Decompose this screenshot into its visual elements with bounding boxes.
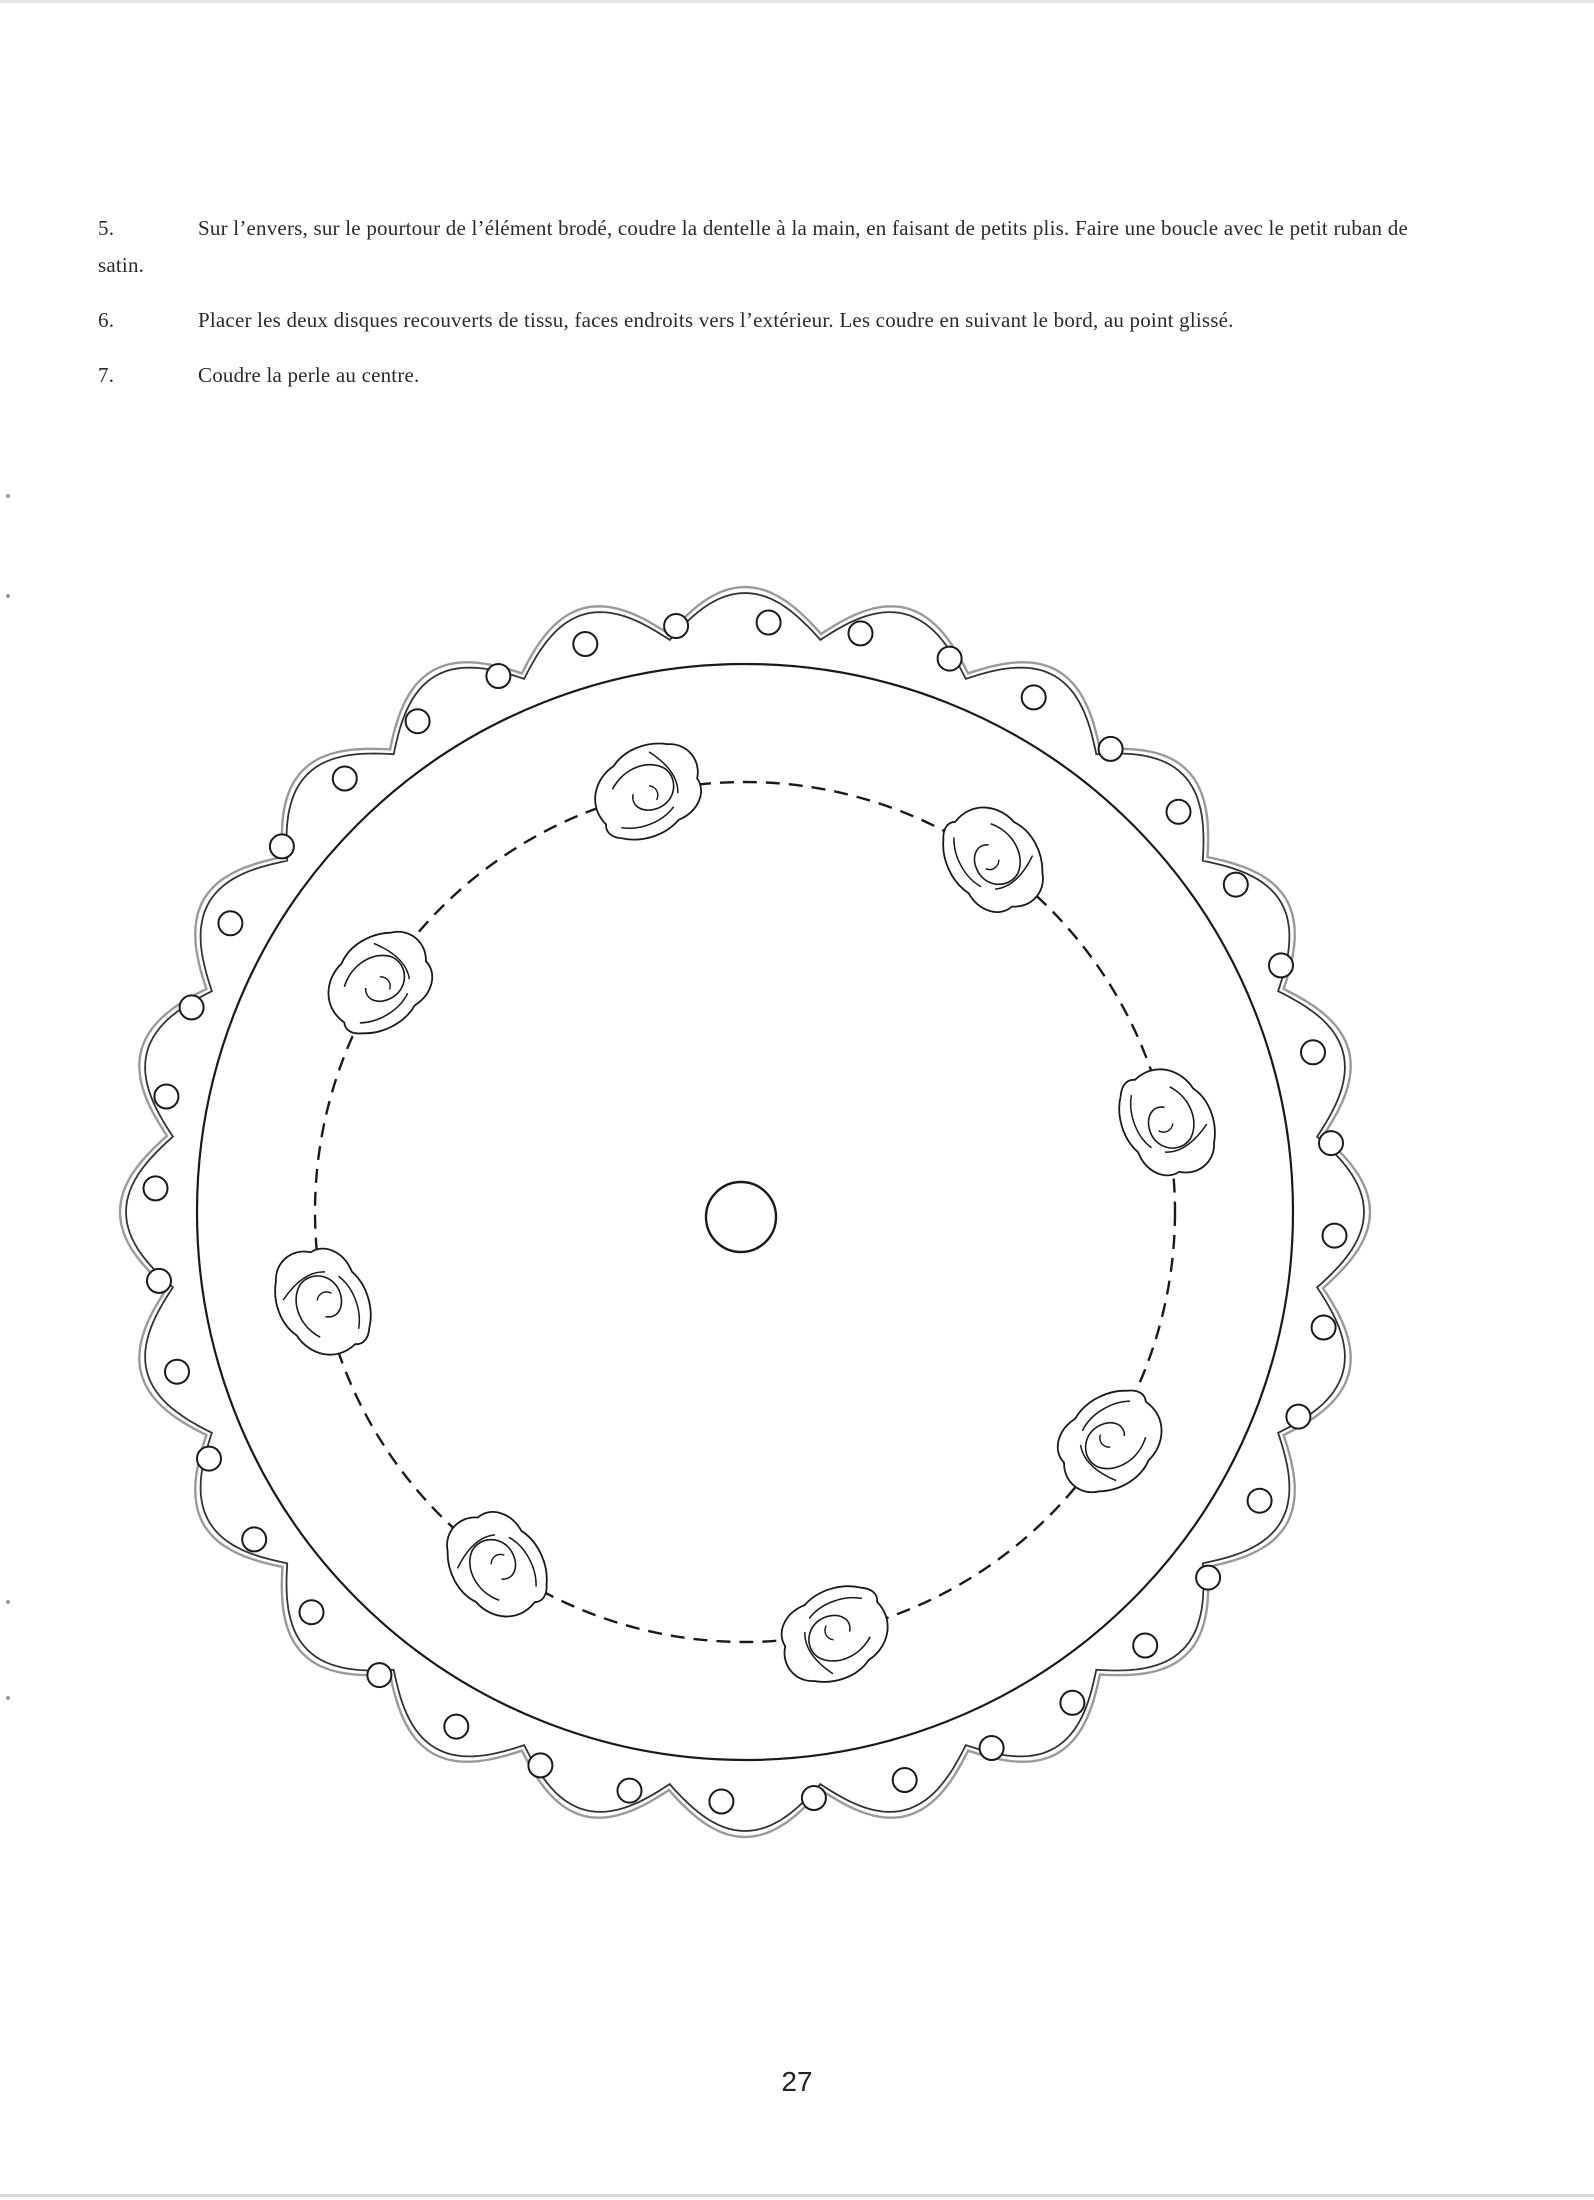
rose-outline — [579, 726, 718, 855]
eyelet-hole — [180, 995, 204, 1019]
eyelet-hole — [618, 1779, 642, 1803]
step-text: Sur l’envers, sur le pourtour de l’élément brodé, coudre la dentelle à la main, en faisant de petits plis. Faire une boucle avec le petit ruban de satin. — [98, 216, 1408, 277]
scan-mark — [6, 594, 10, 598]
rose — [428, 1494, 563, 1635]
center-bead — [706, 1182, 776, 1252]
eyelet-hole — [802, 1786, 826, 1810]
eyelet-hole — [1323, 1224, 1347, 1248]
eyelet-hole — [757, 611, 781, 635]
eyelet-hole — [165, 1360, 189, 1384]
page-number: 27 — [781, 2066, 813, 2097]
rose-outline — [428, 1494, 563, 1635]
rose-outline — [927, 789, 1062, 930]
step-number: 7. — [98, 363, 115, 387]
eyelet-hole — [1248, 1489, 1272, 1513]
eyelet-hole — [893, 1768, 917, 1792]
eyelet-hole — [333, 767, 357, 791]
eyelet-hole — [938, 647, 962, 671]
scan-mark — [6, 1600, 10, 1604]
bottom-edge-rule — [0, 2194, 1594, 2197]
eyelet-hole — [1167, 800, 1191, 824]
rose — [579, 726, 718, 855]
eyelet-hole — [980, 1736, 1004, 1760]
scan-mark — [6, 1696, 10, 1700]
step-text: Placer les deux disques recouverts de tissu, faces endroits vers l’extérieur. Les coudre en suivant le bord, au point glissé. — [198, 308, 1234, 332]
eyelet-hole — [1301, 1040, 1325, 1064]
eyelet-hole — [270, 834, 294, 858]
rose-outline — [1039, 1374, 1180, 1511]
eyelet-hole — [849, 621, 873, 645]
rose-outline — [310, 913, 451, 1050]
eyelet-hole — [144, 1176, 168, 1200]
eyelet-hole — [147, 1269, 171, 1293]
eyelet-hole — [367, 1663, 391, 1687]
eyelet-hole — [1196, 1566, 1220, 1590]
rose-outline — [765, 1571, 903, 1699]
eyelet-hole — [444, 1715, 468, 1739]
eyelet-hole — [486, 664, 510, 688]
eyelet-hole — [1133, 1634, 1157, 1658]
eyelet-hole — [709, 1790, 733, 1814]
rose — [310, 913, 451, 1050]
eyelet-hole — [1022, 685, 1046, 709]
eyelet-hole — [528, 1753, 552, 1777]
rose — [258, 1232, 386, 1370]
eyelet-hole — [1060, 1691, 1084, 1715]
eyelet-hole — [218, 911, 242, 935]
eyelet-hole — [664, 614, 688, 638]
rose — [1104, 1054, 1232, 1192]
step-number: 6. — [98, 308, 115, 332]
rose — [927, 789, 1062, 930]
eyelet-hole — [406, 709, 430, 733]
eyelet-hole — [573, 632, 597, 656]
eyelet-hole — [1269, 953, 1293, 977]
eyelet-hole — [1312, 1316, 1336, 1340]
rose — [765, 1571, 903, 1699]
eyelet-hole — [242, 1527, 266, 1551]
eyelet-hole — [1286, 1405, 1310, 1429]
scan-mark — [6, 494, 10, 498]
eyelet-hole — [1319, 1131, 1343, 1155]
eyelet-hole — [1099, 737, 1123, 761]
step-text: Coudre la perle au centre. — [198, 363, 420, 387]
eyelet-hole — [1224, 873, 1248, 897]
step-number: 5. — [98, 216, 115, 240]
eyelet-hole — [300, 1600, 324, 1624]
eyelet-hole — [197, 1447, 221, 1471]
eyelet-hole — [154, 1085, 178, 1109]
rose-outline — [1104, 1054, 1232, 1192]
rose-outline — [258, 1232, 386, 1370]
rose — [1039, 1374, 1180, 1511]
